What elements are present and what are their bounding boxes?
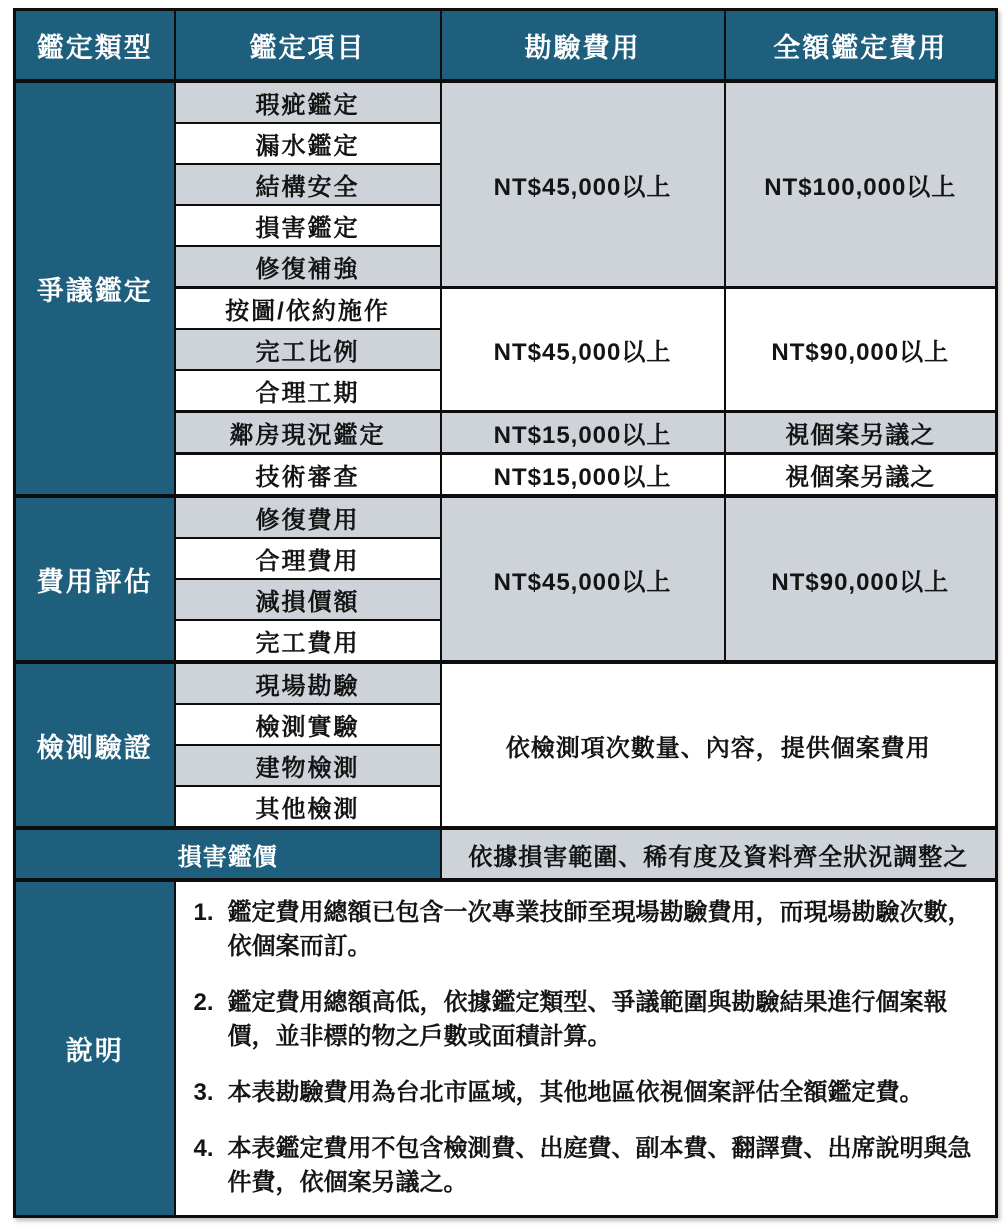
item-defect-appraisal: 瑕疵鑑定	[175, 81, 441, 123]
item-completion-ratio: 完工比例	[175, 329, 441, 370]
item-technical-review: 技術審查	[175, 454, 441, 497]
header-row	[15, 10, 997, 82]
fee-survey-technical-review: NT$15,000以上	[441, 454, 725, 497]
table-row	[15, 496, 997, 538]
item-per-drawing-contract-work: 按圖/依約施作	[175, 288, 441, 330]
header-survey-fee: 勘驗費用	[441, 10, 725, 82]
item-damage-appraisal: 損害鑑定	[175, 205, 441, 246]
item-other-inspection: 其他檢測	[175, 786, 441, 828]
fee-full-neighbor: 視個案另議之	[725, 412, 997, 454]
fee-survey-neighbor: NT$15,000以上	[441, 412, 725, 454]
fee-note-testing: 依檢測項次數量、內容，提供個案費用	[441, 662, 997, 828]
fee-full-dispute-g1: NT$100,000以上	[725, 81, 997, 288]
item-repair-reinforcement: 修復補強	[175, 246, 441, 288]
fee-full-dispute-g2: NT$90,000以上	[725, 288, 997, 412]
category-dispute-appraisal: 爭議鑑定	[15, 81, 175, 496]
table-row	[15, 662, 997, 704]
header-full-fee: 全額鑑定費用	[725, 10, 997, 82]
table-row	[15, 880, 997, 1216]
item-building-inspection: 建物檢測	[175, 745, 441, 786]
item-water-leak-appraisal: 漏水鑑定	[175, 123, 441, 164]
header-appraisal-item: 鑑定項目	[175, 10, 441, 82]
note-item-1: 鑑定費用總額已包含一次專業技師至現場勘驗費用，而現場勘驗次數，依個案而訂。	[227, 899, 972, 961]
item-depreciation-value: 減損價額	[175, 579, 441, 620]
item-site-survey: 現場勘驗	[175, 662, 441, 704]
category-testing-verification: 檢測驗證	[15, 662, 175, 828]
fee-full-technical-review: 視個案另議之	[725, 454, 997, 497]
note-item-3: 本表勘驗費用為台北市區域，其他地區依視個案評估全額鑑定費。	[227, 1079, 924, 1107]
category-notes: 說明	[15, 880, 175, 1216]
item-testing-experiment: 檢測實驗	[175, 704, 441, 745]
item-repair-cost: 修復費用	[175, 496, 441, 538]
fee-survey-cost-eval: NT$45,000以上	[441, 496, 725, 662]
table-row	[15, 828, 997, 880]
item-structural-safety: 結構安全	[175, 164, 441, 205]
fee-full-cost-eval: NT$90,000以上	[725, 496, 997, 662]
table-row	[15, 81, 997, 123]
notes-list	[192, 896, 974, 1201]
fee-survey-dispute-g2: NT$45,000以上	[441, 288, 725, 412]
item-neighbor-building-condition: 鄰房現況鑑定	[175, 412, 441, 454]
fee-survey-dispute-g1: NT$45,000以上	[441, 81, 725, 288]
item-completion-cost: 完工費用	[175, 620, 441, 662]
header-appraisal-type: 鑑定類型	[15, 10, 175, 82]
category-damage-valuation: 損害鑑價	[15, 828, 441, 880]
item-reasonable-cost: 合理費用	[175, 538, 441, 579]
category-cost-evaluation: 費用評估	[15, 496, 175, 662]
note-item-2: 鑑定費用總額高低，依據鑑定類型、爭議範圍與勘驗結果進行個案報價，並非標的物之戶數或面積計算。	[227, 989, 948, 1051]
note-item-4: 本表鑑定費用不包含檢測費、出庭費、副本費、翻譯費、出席說明與急件費，依個案另議之。	[227, 1135, 972, 1197]
notes-cell	[175, 880, 997, 1216]
appraisal-fee-table	[13, 8, 998, 1218]
fee-note-damage-valuation: 依據損害範圍、稀有度及資料齊全狀況調整之	[441, 828, 997, 880]
item-reasonable-schedule: 合理工期	[175, 370, 441, 412]
